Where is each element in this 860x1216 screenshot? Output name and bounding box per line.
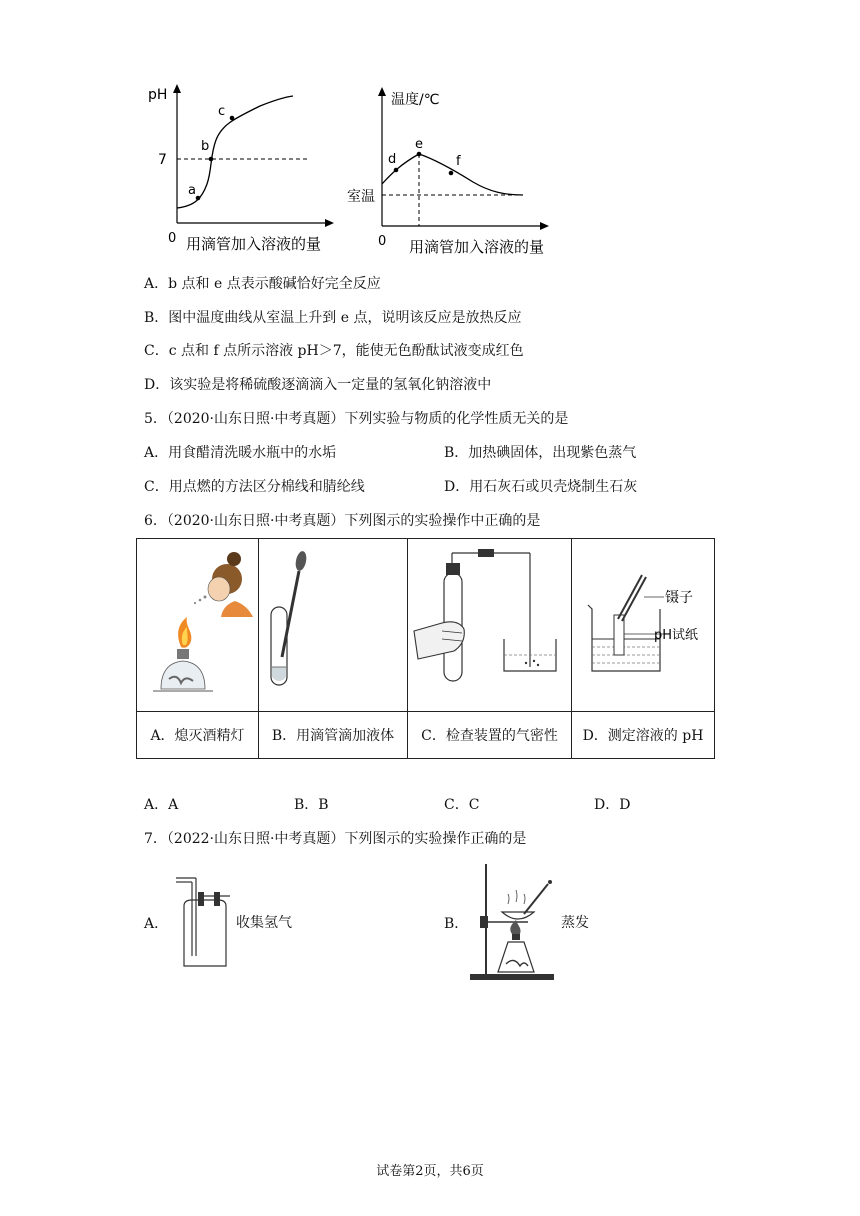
q5-option-d: D．用石灰石或贝壳烧制生石灰 bbox=[444, 479, 638, 495]
q7-option-a-label: 收集氢气 bbox=[236, 915, 292, 931]
page-footer: 试卷第2页，共6页 bbox=[376, 1164, 484, 1179]
q6-stem: 6．（2020·山东日照·中考真题）下列图示的实验操作中正确的是 bbox=[144, 513, 541, 529]
point-d-label: d bbox=[388, 152, 397, 167]
measure-ph-illustration bbox=[572, 539, 714, 707]
temp-x-label: 用滴管加入溶液的量 bbox=[409, 238, 545, 256]
q6-answer-a: A．A bbox=[144, 797, 179, 813]
ph-y-label: pH bbox=[148, 87, 168, 103]
q4-option-c: C．c 点和 f 点所示溶液 pH＞7，能使无色酚酞试液变成红色 bbox=[144, 343, 524, 359]
q6-caption-c: C．检查装置的气密性 bbox=[408, 712, 572, 759]
q7-option-a-letter: A． bbox=[144, 916, 169, 932]
q5-option-b: B．加热碘固体，出现紫色蒸气 bbox=[444, 445, 637, 461]
q4-option-b: B．图中温度曲线从室温上升到 e 点，说明该反应是放热反应 bbox=[144, 310, 522, 326]
q4-option-a: A．b 点和 e 点表示酸碱恰好完全反应 bbox=[144, 276, 381, 292]
q6-cell-c-image bbox=[408, 539, 572, 712]
q6-caption-b: B．用滴管滴加液体 bbox=[259, 712, 408, 759]
q6-answer-b: B．B bbox=[294, 797, 329, 813]
room-temp-label: 室温 bbox=[347, 189, 375, 205]
q5-option-c: C．用点燃的方法区分棉线和腈纶线 bbox=[144, 479, 365, 495]
temperature-graph bbox=[345, 78, 575, 263]
gas-collecting-bottle-illustration bbox=[170, 872, 232, 972]
q4-option-d: D．该实验是将稀硫酸逐滴滴入一定量的氢氧化钠溶液中 bbox=[144, 377, 492, 393]
q6-caption-d: D．测定溶液的 pH bbox=[572, 712, 715, 759]
q6-cell-b-image bbox=[259, 539, 408, 712]
q5-stem: 5．（2020·山东日照·中考真题）下列实验与物质的化学性质无关的是 bbox=[144, 411, 569, 427]
q6-cell-d-image bbox=[572, 539, 715, 712]
q6-table bbox=[136, 538, 715, 759]
ph-paper-label: pH试纸 bbox=[654, 628, 699, 643]
point-c-label: c bbox=[218, 104, 226, 119]
q6-answer-c: C．C bbox=[444, 797, 480, 813]
tweezers-label: 镊子 bbox=[665, 590, 693, 606]
q5-option-a: A．用食醋清洗暖水瓶中的水垢 bbox=[144, 445, 337, 461]
point-f-label: f bbox=[456, 154, 461, 169]
q7-option-b-letter: B． bbox=[444, 916, 469, 932]
blow-out-alcohol-lamp-illustration bbox=[137, 539, 258, 707]
q6-caption-a: A．熄灭酒精灯 bbox=[137, 712, 259, 759]
q6-answer-d: D．D bbox=[594, 797, 631, 813]
ph-graph bbox=[140, 78, 345, 263]
temp-origin-label: 0 bbox=[378, 234, 387, 249]
point-b-label: b bbox=[201, 139, 210, 154]
ph-x-label: 用滴管加入溶液的量 bbox=[186, 235, 322, 253]
q7-option-b-label: 蒸发 bbox=[561, 915, 589, 931]
evaporation-setup-illustration bbox=[468, 860, 558, 985]
ph-ref-label: 7 bbox=[158, 152, 167, 168]
dropper-in-test-tube-illustration bbox=[259, 539, 407, 707]
point-a-label: a bbox=[188, 183, 196, 198]
q7-stem: 7．（2022·山东日照·中考真题）下列图示的实验操作正确的是 bbox=[144, 831, 527, 847]
q6-cell-a-image bbox=[137, 539, 259, 712]
ph-origin-label: 0 bbox=[168, 231, 177, 246]
airtightness-check-illustration bbox=[408, 539, 571, 707]
temp-y-label: 温度/℃ bbox=[391, 92, 440, 108]
point-e-label: e bbox=[415, 137, 423, 152]
